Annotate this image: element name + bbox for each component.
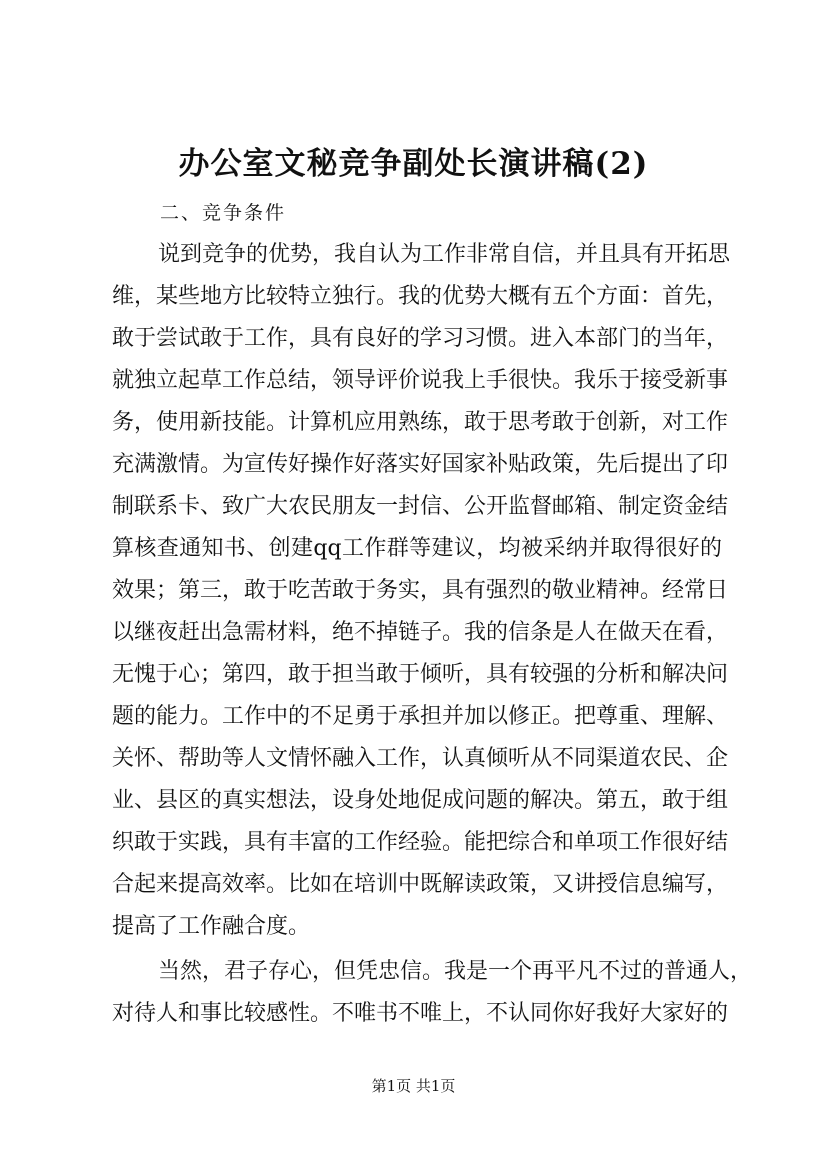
paragraph-line: 敢于尝试敢于工作，具有良好的学习习惯。进入本部门的当年， [112, 326, 729, 351]
paragraph-line: 无愧于心；第四，敢于担当敢于倾听，具有较强的分析和解决问 [112, 662, 729, 687]
paragraph-line: 关怀、帮助等人文情怀融入工作，认真倾听从不同渠道农民、企 [112, 746, 729, 771]
paragraph-line: 算核查通知书、创建qq工作群等建议，均被采纳并取得很好的 [112, 536, 722, 561]
paragraph-line: 就独立起草工作总结，领导评价说我上手很快。我乐于接受新事 [112, 368, 729, 393]
document-title: 办公室文秘竞争副处长演讲稿(2) [178, 146, 649, 182]
paragraph-line: 提高了工作融合度。 [112, 914, 311, 939]
paragraph-line: 充满激情。为宣传好操作好落实好国家补贴政策，先后提出了印 [112, 452, 729, 477]
paragraph-line: 说到竞争的优势，我自认为工作非常自信，并且具有开拓思 [158, 242, 731, 267]
section-heading: 二、竞争条件 [160, 202, 287, 224]
paragraph-line: 维，某些地方比较特立独行。我的优势大概有五个方面：首先， [112, 284, 729, 309]
paragraph-line: 织敢于实践，具有丰富的工作经验。能把综合和单项工作很好结 [112, 830, 729, 855]
paragraph-line: 制联系卡、致广大农民朋友一封信、公开监督邮箱、制定资金结 [112, 494, 729, 519]
paragraph-line: 以继夜赶出急需材料，绝不掉链子。我的信条是人在做天在看， [112, 620, 729, 645]
paragraph-line: 效果；第三，敢于吃苦敢于务实，具有强烈的敬业精神。经常日 [112, 578, 729, 603]
paragraph-line: 务，使用新技能。计算机应用熟练，敢于思考敢于创新，对工作 [112, 410, 729, 435]
paragraph-line: 对待人和事比较感性。不唯书不唯上，不认同你好我好大家好的 [112, 1001, 729, 1026]
paragraph-line: 当然，君子存心，但凭忠信。我是一个再平凡不过的普通人， [158, 959, 753, 984]
page-number-footer: 第1页 共1页 [371, 1077, 456, 1095]
paragraph-line: 题的能力。工作中的不足勇于承担并加以修正。把尊重、理解、 [112, 704, 729, 729]
paragraph-line: 合起来提高效率。比如在培训中既解读政策，又讲授信息编写， [112, 872, 729, 897]
paragraph-line: 业、县区的真实想法，设身处地促成问题的解决。第五，敢于组 [112, 788, 729, 813]
